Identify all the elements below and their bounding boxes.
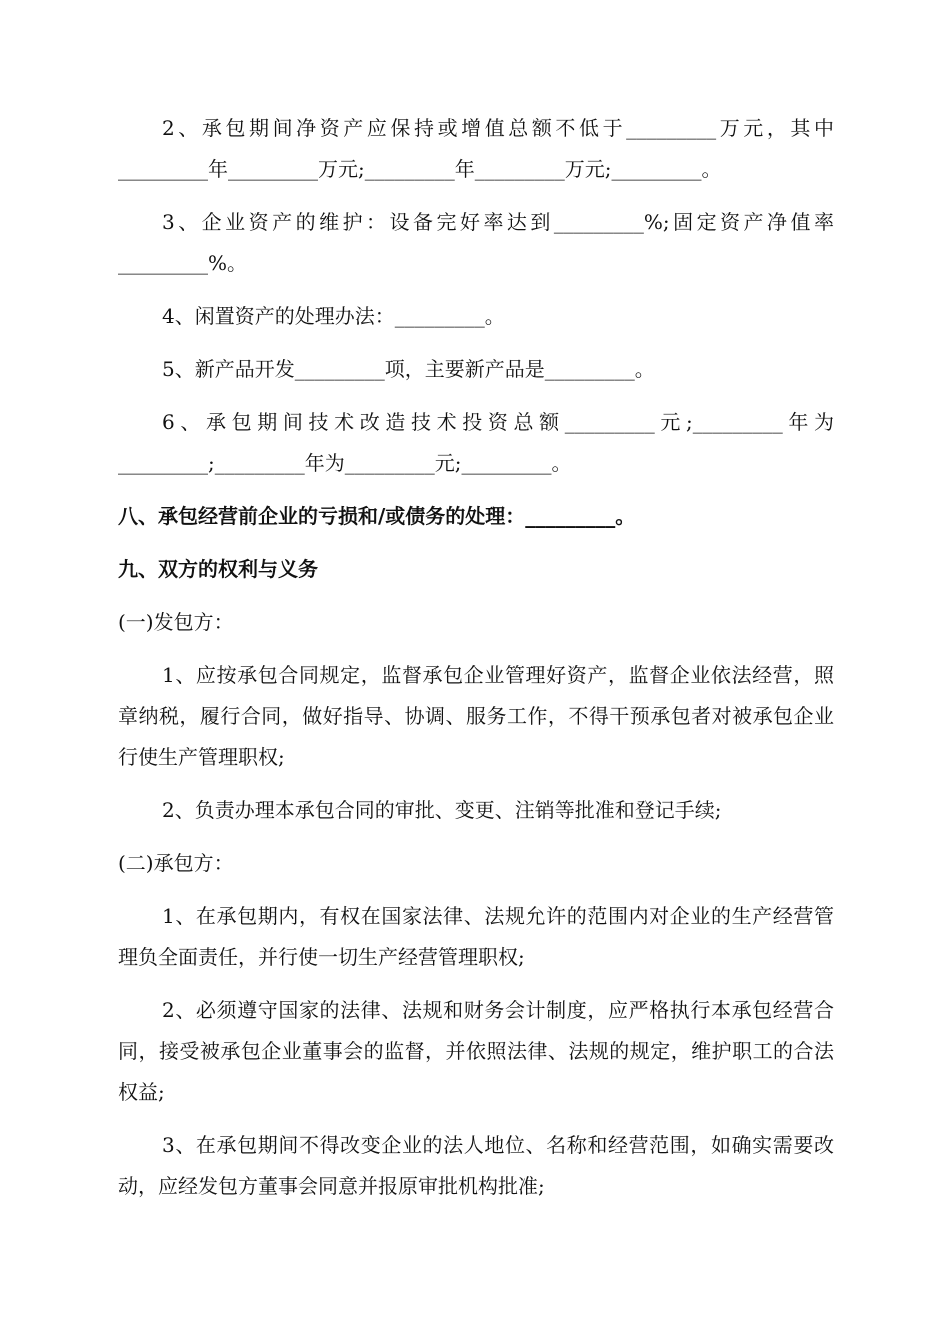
document-body — [118, 108, 834, 1219]
section-heading-8: 八、承包经营前企业的亏损和/或债务的处理：_________。 — [118, 504, 636, 528]
paragraph-contractor-3: 3、在承包期间不得改变企业的法人地位、名称和经营范围，如确实需要改动，应经发包方董事会同意并报原审批机构批准; — [118, 1133, 834, 1198]
paragraph-employer-1: 1、应按承包合同规定，监督承包企业管理好资产，监督企业依法经营，照章纳税，履行合同，做好指导、协调、服务工作，不得干预承包者对被承包企业行使生产管理职权; — [118, 663, 834, 769]
paragraph-contractor-2: 2、必须遵守国家的法律、法规和财务会计制度，应严格执行本承包经营合同，接受被承包企业董事会的监督，并依照法律、法规的规定，维护职工的合法权益; — [118, 998, 834, 1104]
paragraph-item-7-6: 6、承包期间技术改造技术投资总额_________元;_________年为_________;_________年为_________元;_________。 — [118, 410, 834, 475]
paragraph-contractor-1: 1、在承包期内，有权在国家法律、法规允许的范围内对企业的生产经营管理负全面责任，并行使一切生产经营管理职权; — [118, 904, 834, 969]
paragraph-employer-2: 2、负责办理本承包合同的审批、变更、注销等批准和登记手续; — [162, 798, 722, 822]
paragraph-item-7-2: 2、承包期间净资产应保持或增值总额不低于_________万元，其中_________年_________万元;_________年_________万元;_________。 — [118, 116, 834, 181]
paragraph-item-7-5: 5、新产品开发_________项，主要新产品是_________。 — [162, 357, 655, 381]
section-heading-9: 九、双方的权利与义务 — [118, 557, 318, 581]
subsection-employer: (一)发包方： — [118, 610, 234, 634]
subsection-contractor: (二)承包方： — [118, 851, 234, 875]
paragraph-item-7-3: 3、企业资产的维护：设备完好率达到_________%;固定资产净值率_________%。 — [118, 210, 834, 275]
paragraph-item-7-4: 4、闲置资产的处理办法：_________。 — [162, 304, 505, 328]
